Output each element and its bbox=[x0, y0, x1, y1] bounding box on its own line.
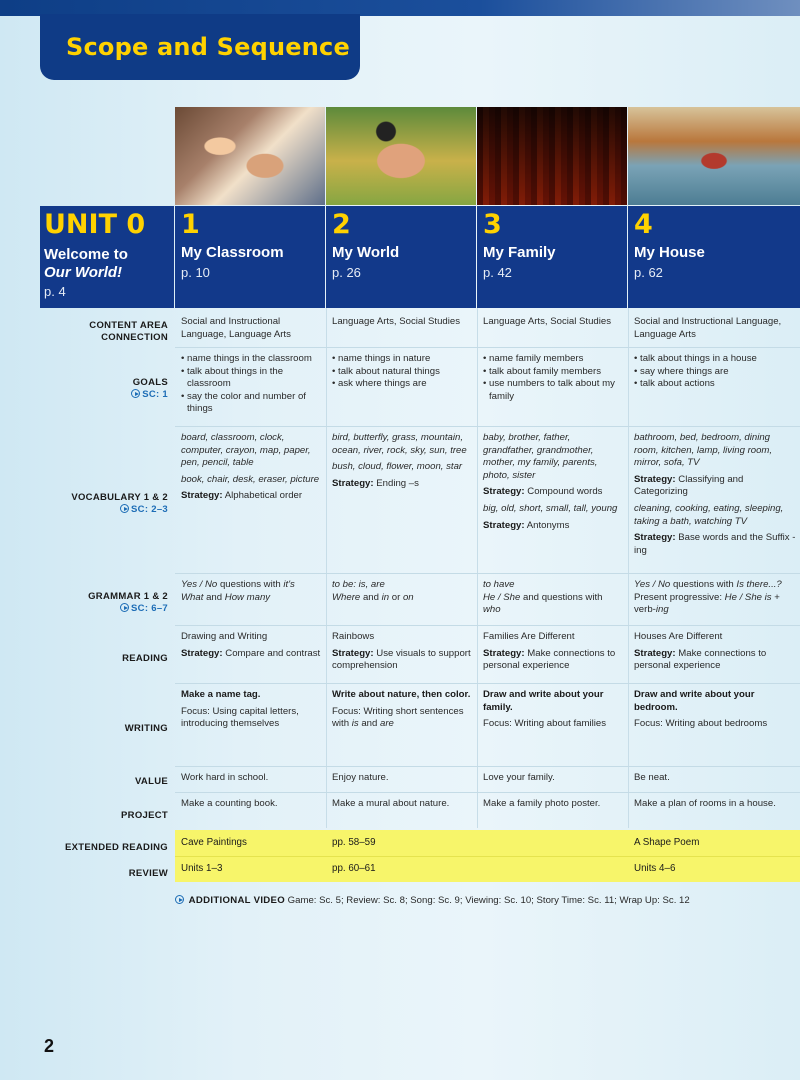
grammar-text: Yes / No bbox=[181, 579, 218, 590]
play-icon bbox=[120, 603, 129, 612]
strategy-text: Make connections to personal experience bbox=[634, 647, 767, 672]
unit-1-page: p. 10 bbox=[181, 265, 210, 280]
row-divider bbox=[175, 792, 800, 793]
unit-4-name: My House bbox=[634, 244, 705, 261]
writing-task: Draw and write about your bedroom. bbox=[634, 689, 755, 713]
strategy-text: Compound words bbox=[527, 486, 603, 498]
grammar-text: to have bbox=[483, 579, 515, 590]
vocabulary-strategy bbox=[181, 490, 322, 503]
strategy-label: Strategy: bbox=[332, 647, 374, 659]
review-left-pages: pp. 60–61 bbox=[332, 863, 376, 874]
unit-0-number: UNIT 0 bbox=[44, 209, 146, 240]
grammar-text: and questions with bbox=[523, 591, 603, 603]
unit-2-name: My World bbox=[332, 244, 400, 261]
grammar-row bbox=[40, 579, 800, 625]
unit-3-header bbox=[477, 206, 627, 308]
grammar-text: in bbox=[381, 591, 390, 603]
row-divider bbox=[175, 426, 800, 427]
value-cell: Enjoy nature. bbox=[332, 772, 389, 783]
reading-title: Drawing and Writing bbox=[181, 631, 268, 642]
vocabulary-row bbox=[40, 432, 800, 570]
reading-cell bbox=[628, 631, 800, 677]
writing-cell bbox=[477, 689, 628, 735]
unit-2-number: 2 bbox=[332, 209, 351, 240]
grammar-text: and bbox=[362, 591, 379, 603]
grammar-text: + bbox=[774, 591, 780, 603]
strategy-text: Use visuals to support comprehension bbox=[332, 647, 471, 672]
writing-row bbox=[40, 689, 800, 763]
grammar-text: He / She is bbox=[724, 591, 772, 603]
goal-item: • talk about family members bbox=[483, 366, 624, 379]
unit-2-page: p. 26 bbox=[332, 265, 361, 280]
grammar-text: who bbox=[483, 604, 501, 616]
content-area-label-line1: CONTENT AREA bbox=[89, 320, 168, 331]
writing-focus-text: Focus: Writing short sentences with bbox=[332, 705, 464, 730]
value-row bbox=[40, 772, 800, 792]
content-area-cell: Social and Instructional Language, Language Arts bbox=[634, 316, 782, 340]
vocabulary-sc-text: SC: 2–3 bbox=[131, 504, 168, 515]
project-cell: Make a mural about nature. bbox=[332, 798, 450, 809]
page-number: 2 bbox=[44, 1036, 55, 1056]
grammar-text: on bbox=[402, 591, 414, 603]
grammar-text: to be: is, are bbox=[332, 579, 385, 590]
unit-0-name-line1: Welcome to bbox=[44, 246, 128, 263]
reading-title: Rainbows bbox=[332, 631, 375, 642]
unit-0-name bbox=[44, 246, 174, 282]
additional-video-text: Game: Sc. 5; Review: Sc. 8; Song: Sc. 9; Viewing: Sc. 10; Story Time: Sc. 11; Wrap Up: Sc. 12 bbox=[287, 895, 690, 906]
strategy-label: Strategy: bbox=[634, 532, 676, 544]
strategy-label: Strategy: bbox=[181, 490, 223, 502]
reading-cell bbox=[477, 631, 628, 677]
writing-task: Draw and write about your family. bbox=[483, 689, 604, 713]
grammar-cell bbox=[175, 579, 326, 604]
grammar-cell bbox=[326, 579, 477, 604]
unit-4-header bbox=[628, 206, 800, 308]
writing-focus-text: are bbox=[380, 718, 394, 730]
vocabulary-words: big, old, short, small, tall, young bbox=[483, 502, 618, 514]
writing-task: Make a name tag. bbox=[181, 689, 261, 700]
content-area-cell: Language Arts, Social Studies bbox=[483, 316, 612, 327]
nature-photo bbox=[326, 107, 476, 205]
review-left-title: Units 1–3 bbox=[181, 863, 223, 874]
vocabulary-cell bbox=[628, 432, 800, 561]
play-icon[interactable] bbox=[175, 895, 184, 904]
goals-cell bbox=[326, 353, 477, 391]
vocabulary-strategy bbox=[332, 478, 473, 491]
grammar-cell bbox=[628, 579, 800, 617]
grammar-sc-link[interactable] bbox=[40, 603, 168, 615]
unit-1-name: My Classroom bbox=[181, 244, 284, 261]
writing-focus-text: is bbox=[351, 718, 359, 730]
grammar-text: questions with bbox=[672, 579, 734, 590]
vocabulary-words: baby, brother, father, grandfather, grandmother, mother, my family, parents, photo, sister bbox=[483, 432, 598, 481]
writing-focus: Focus: Writing about families bbox=[483, 718, 606, 730]
house-photo bbox=[628, 107, 800, 205]
grammar-text: Yes / No bbox=[634, 579, 671, 590]
strategy-text: Base words and the Suffix -ing bbox=[634, 532, 796, 556]
grammar-text: ing bbox=[655, 604, 669, 616]
additional-video-label: ADDITIONAL VIDEO bbox=[188, 895, 285, 906]
goals-cell bbox=[628, 353, 800, 391]
strategy-text: Make connections to personal experience bbox=[483, 647, 616, 672]
unit-0-page: p. 4 bbox=[44, 284, 66, 299]
unit-1-header bbox=[175, 206, 325, 308]
vocabulary-words: bush, cloud, flower, moon, star bbox=[332, 461, 463, 473]
vocabulary-words: bathroom, bed, bedroom, dining room, kitchen, lamp, living room, mirror, sofa, TV bbox=[634, 432, 773, 469]
grammar-text: and bbox=[206, 591, 223, 603]
goal-item: • name things in nature bbox=[332, 353, 473, 366]
row-divider bbox=[175, 347, 800, 348]
row-divider bbox=[175, 573, 800, 574]
play-icon bbox=[120, 504, 129, 513]
reading-strategy bbox=[181, 648, 322, 661]
grammar-text: it's bbox=[283, 579, 295, 590]
content-area-label-line2: CONNECTION bbox=[101, 332, 168, 343]
unit-3-number: 3 bbox=[483, 209, 502, 240]
grammar-label-text: GRAMMAR 1 & 2 bbox=[88, 591, 168, 602]
goal-item: • talk about actions bbox=[634, 378, 796, 391]
unit-0-header bbox=[40, 206, 174, 308]
vocabulary-words: bird, butterfly, grass, mountain, ocean, river, rock, sky, sun, tree bbox=[332, 432, 467, 456]
row-divider bbox=[175, 856, 800, 857]
review-label: REVIEW bbox=[128, 868, 168, 879]
goals-cell bbox=[477, 353, 628, 403]
vocabulary-words: cleaning, cooking, eating, sleeping, taking a bath, watching TV bbox=[634, 502, 784, 527]
goal-item: • say where things are bbox=[634, 366, 796, 379]
grammar-text: Present progressive: bbox=[634, 591, 722, 603]
vocabulary-cell bbox=[326, 432, 477, 494]
goals-cell bbox=[175, 353, 326, 416]
goals-label bbox=[40, 377, 168, 401]
reading-strategy bbox=[332, 648, 473, 673]
content-area-row bbox=[40, 316, 800, 348]
writing-focus-text: and bbox=[361, 718, 378, 730]
unit-3-name: My Family bbox=[483, 244, 556, 261]
project-row bbox=[40, 798, 800, 826]
grammar-label bbox=[40, 591, 168, 615]
strategy-text: Ending –s bbox=[376, 477, 419, 489]
writing-focus: Focus: Using capital letters, introducing themselves bbox=[181, 705, 299, 730]
national-geographic-watermark bbox=[612, 934, 762, 1014]
unit-2-header bbox=[326, 206, 476, 308]
unit-0-name-line2: Our World! bbox=[44, 264, 123, 281]
reading-strategy bbox=[634, 648, 796, 673]
vocabulary-label bbox=[40, 492, 168, 516]
extended-reading-left-pages: pp. 58–59 bbox=[332, 837, 376, 848]
reading-label: READING bbox=[122, 653, 168, 664]
strategy-label: Strategy: bbox=[181, 647, 223, 659]
vocabulary-strategy bbox=[634, 474, 796, 499]
vocabulary-sc-link[interactable] bbox=[40, 504, 168, 516]
strategy-label: Strategy: bbox=[634, 473, 676, 485]
vocabulary-strategy bbox=[483, 520, 624, 533]
strategy-text: Classifying and Categorizing bbox=[634, 473, 744, 498]
content-area-cell: Social and Instructional Language, Language Arts bbox=[181, 316, 291, 340]
play-icon bbox=[131, 389, 140, 398]
review-right-title: Units 4–6 bbox=[634, 863, 676, 874]
unit-4-page: p. 62 bbox=[634, 265, 663, 280]
grammar-text: How many bbox=[224, 591, 271, 603]
page-title: Scope and Sequence bbox=[66, 33, 350, 61]
grammar-text: questions with bbox=[219, 579, 281, 590]
vocabulary-words: book, chair, desk, eraser, picture bbox=[181, 473, 320, 485]
grammar-cell bbox=[477, 579, 628, 617]
goal-item: • name family members bbox=[483, 353, 624, 366]
goal-item: • use numbers to talk about my family bbox=[483, 378, 624, 403]
review-row bbox=[40, 868, 800, 882]
writing-focus: Focus: Writing about bedrooms bbox=[634, 718, 768, 730]
strategy-label: Strategy: bbox=[483, 647, 525, 659]
reading-title: Families Are Different bbox=[483, 631, 575, 642]
goal-item: • name things in the classroom bbox=[181, 353, 322, 366]
grammar-text: He / She bbox=[483, 591, 521, 603]
project-cell: Make a family photo poster. bbox=[483, 798, 601, 809]
goals-sc-text: SC: 1 bbox=[142, 389, 168, 400]
project-cell: Make a counting book. bbox=[181, 798, 278, 809]
vocabulary-strategy bbox=[483, 486, 624, 499]
value-cell: Be neat. bbox=[634, 772, 670, 783]
writing-cell bbox=[326, 689, 477, 735]
strategy-label: Strategy: bbox=[483, 519, 525, 531]
row-divider bbox=[175, 766, 800, 767]
grammar-text: What bbox=[181, 591, 204, 603]
goals-row bbox=[40, 353, 800, 425]
goals-label-text: GOALS bbox=[132, 377, 168, 388]
goal-item: • talk about things in a house bbox=[634, 353, 796, 366]
vocabulary-label-text: VOCABULARY 1 & 2 bbox=[71, 492, 168, 503]
reading-strategy bbox=[483, 648, 624, 673]
vocabulary-words: board, classroom, clock, computer, crayon, map, paper, pen, pencil, table bbox=[181, 432, 311, 469]
goal-item: • say the color and number of things bbox=[181, 391, 322, 416]
reading-cell bbox=[326, 631, 477, 677]
row-divider bbox=[175, 683, 800, 684]
content-area-label bbox=[40, 320, 168, 344]
reading-row bbox=[40, 631, 800, 681]
value-cell: Love your family. bbox=[483, 772, 555, 783]
grammar-text: verb- bbox=[634, 604, 656, 616]
value-label: VALUE bbox=[135, 776, 168, 787]
unit-1-number: 1 bbox=[181, 209, 200, 240]
strategy-text: Alphabetical order bbox=[224, 490, 303, 502]
vocabulary-cell bbox=[477, 432, 628, 536]
extended-reading-label: EXTENDED READING bbox=[65, 842, 168, 853]
strategy-text: Compare and contrast bbox=[225, 647, 321, 659]
strategy-text: Antonyms bbox=[526, 519, 570, 531]
goal-item: • talk about natural things bbox=[332, 366, 473, 379]
writing-focus bbox=[332, 706, 473, 731]
writing-task: Write about nature, then color. bbox=[332, 689, 471, 700]
strategy-label: Strategy: bbox=[634, 647, 676, 659]
value-cell: Work hard in school. bbox=[181, 772, 269, 783]
extended-reading-row bbox=[40, 842, 800, 856]
strategy-label: Strategy: bbox=[483, 486, 525, 498]
unit-3-page: p. 42 bbox=[483, 265, 512, 280]
additional-video-line bbox=[175, 895, 800, 906]
extended-reading-right-title: A Shape Poem bbox=[634, 837, 700, 848]
writing-label: WRITING bbox=[124, 723, 168, 734]
strategy-label: Strategy: bbox=[332, 477, 374, 489]
unit-4-number: 4 bbox=[634, 209, 653, 240]
grammar-text: or bbox=[391, 591, 401, 603]
grammar-text: Is there...? bbox=[736, 579, 782, 590]
vocabulary-strategy bbox=[634, 532, 796, 557]
vocabulary-cell bbox=[175, 432, 326, 507]
goals-sc-link[interactable] bbox=[40, 389, 168, 401]
reading-title: Houses Are Different bbox=[634, 631, 723, 642]
writing-cell bbox=[175, 689, 326, 735]
grammar-sc-text: SC: 6–7 bbox=[131, 603, 168, 614]
goal-item: • ask where things are bbox=[332, 378, 473, 391]
reading-cell bbox=[175, 631, 326, 664]
goal-item: • talk about things in the classroom bbox=[181, 366, 322, 391]
project-cell: Make a plan of rooms in a house. bbox=[634, 798, 776, 809]
grammar-text: Where bbox=[332, 591, 361, 603]
writing-cell bbox=[628, 689, 800, 735]
family-photo bbox=[477, 107, 627, 205]
classroom-photo bbox=[175, 107, 325, 205]
title-banner bbox=[40, 14, 360, 80]
row-divider bbox=[175, 625, 800, 626]
project-label: PROJECT bbox=[121, 810, 168, 821]
content-area-cell: Language Arts, Social Studies bbox=[332, 316, 461, 327]
extended-reading-left-title: Cave Paintings bbox=[181, 837, 247, 848]
